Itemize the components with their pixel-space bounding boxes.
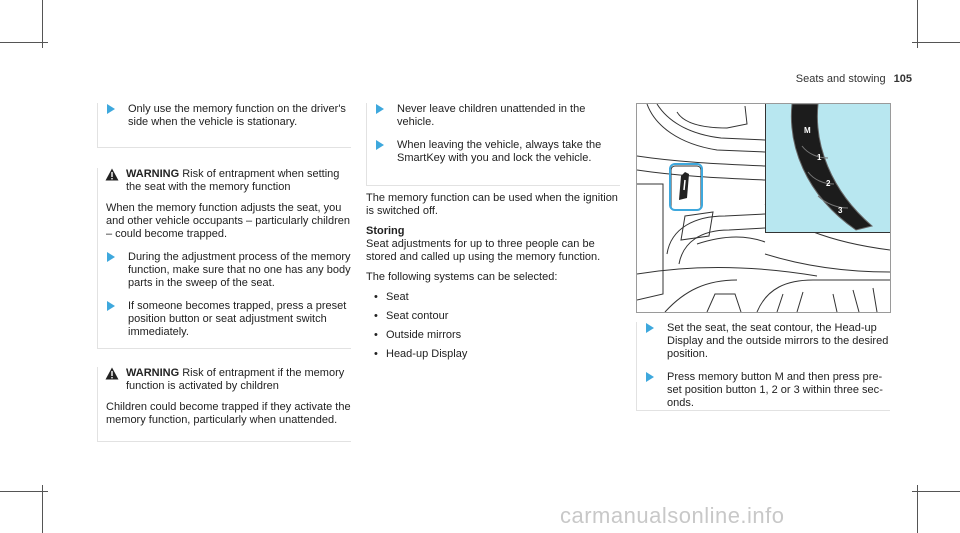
memory-panel-drawing (766, 104, 891, 232)
memory-function-text (366, 192, 621, 367)
bullet-text: Never leave children unattended in the vehicle. (397, 103, 586, 128)
arrow-icon (646, 372, 654, 382)
bullet-item (98, 251, 351, 290)
warning-continued-box (366, 103, 620, 186)
warning-label: WARNING (126, 168, 180, 180)
bullet-dot-icon: • (374, 329, 378, 341)
warning-body: Children could become trapped if they activate the memory function, particularly when unattended. (106, 401, 351, 426)
crop-mark (42, 0, 43, 48)
system-item: • Seat contour (374, 310, 449, 322)
page-number: 105 (893, 73, 912, 85)
memory-button-m: M (804, 126, 811, 135)
warning-heading (98, 367, 351, 393)
arrow-icon (107, 301, 115, 311)
step-text: Press memory button M and then press preset position button 1, 2 or 3 within three seconds. (667, 371, 883, 409)
section-title: Seats and stowing (795, 73, 886, 85)
warning-heading (98, 168, 351, 194)
bullet-text: During the adjustment process of the memory function, make sure that no one has any body parts in the sweep of the seat. (128, 251, 351, 289)
arrow-icon (376, 140, 384, 150)
arrow-icon (376, 104, 384, 114)
memory-buttons-figure (636, 103, 891, 313)
system-item: • Seat (374, 291, 409, 303)
crop-mark (42, 485, 43, 533)
arrow-icon (107, 252, 115, 262)
system-item: • Outside mirrors (374, 329, 462, 341)
crop-mark (912, 491, 960, 492)
bullet-item (367, 103, 620, 129)
crop-mark (917, 0, 918, 48)
warning-title: Risk of entrapment if the memory function is activated by children (126, 367, 345, 392)
bullet-text: If someone becomes trapped, press a preset position button or seat adjustment switch immediately. (128, 300, 347, 338)
preset-button-2: 2 (826, 179, 831, 188)
bullet-item (367, 139, 620, 165)
bullet-dot-icon: • (374, 310, 378, 322)
warning-icon (105, 367, 119, 380)
bullet-item (98, 300, 351, 339)
crop-mark (912, 42, 960, 43)
memory-button-inset (765, 104, 891, 233)
page-header (796, 73, 912, 85)
crop-mark (0, 491, 48, 492)
crop-mark (0, 42, 48, 43)
bullet-dot-icon: • (374, 348, 378, 360)
warning-title: Risk of entrapment when setting the seat with the memory function (126, 168, 340, 193)
warning-label: WARNING (126, 367, 180, 379)
bullet-item (98, 103, 351, 129)
system-item: • Head-up Display (374, 348, 468, 360)
watermark: carmanualsonline.info (560, 503, 785, 528)
warning-box (97, 367, 351, 442)
bullet-text: When leaving the vehicle, always take the SmartKey with you and lock the vehicle. (397, 139, 602, 164)
warning-icon (105, 168, 119, 181)
preset-button-1: 1 (817, 153, 822, 162)
note-box (97, 103, 351, 148)
storing-heading: Storing (366, 225, 405, 237)
warning-box (97, 168, 351, 349)
step-text: Set the seat, the seat contour, the Head-up Display and the outside mirrors to the desired position. (667, 322, 889, 360)
bullet-dot-icon: • (374, 291, 378, 303)
select-paragraph: The following systems can be selected: (366, 271, 558, 283)
instruction-box (636, 322, 890, 411)
arrow-icon (107, 104, 115, 114)
step-item (637, 322, 890, 361)
arrow-icon (646, 323, 654, 333)
crop-mark (917, 485, 918, 533)
preset-button-3: 3 (838, 206, 843, 215)
bullet-text: Only use the memory function on the driver's side when the vehicle is stationary. (128, 103, 346, 128)
step-item (637, 371, 890, 410)
warning-body: When the memory function adjusts the seat, you and other vehicle occupants – particularly children – could become trapped. (106, 202, 350, 240)
storing-paragraph: Seat adjustments for up to three people can be stored and called up using the memory function. (366, 238, 601, 263)
intro-paragraph: The memory function can be used when the ignition is switched off. (366, 192, 618, 217)
